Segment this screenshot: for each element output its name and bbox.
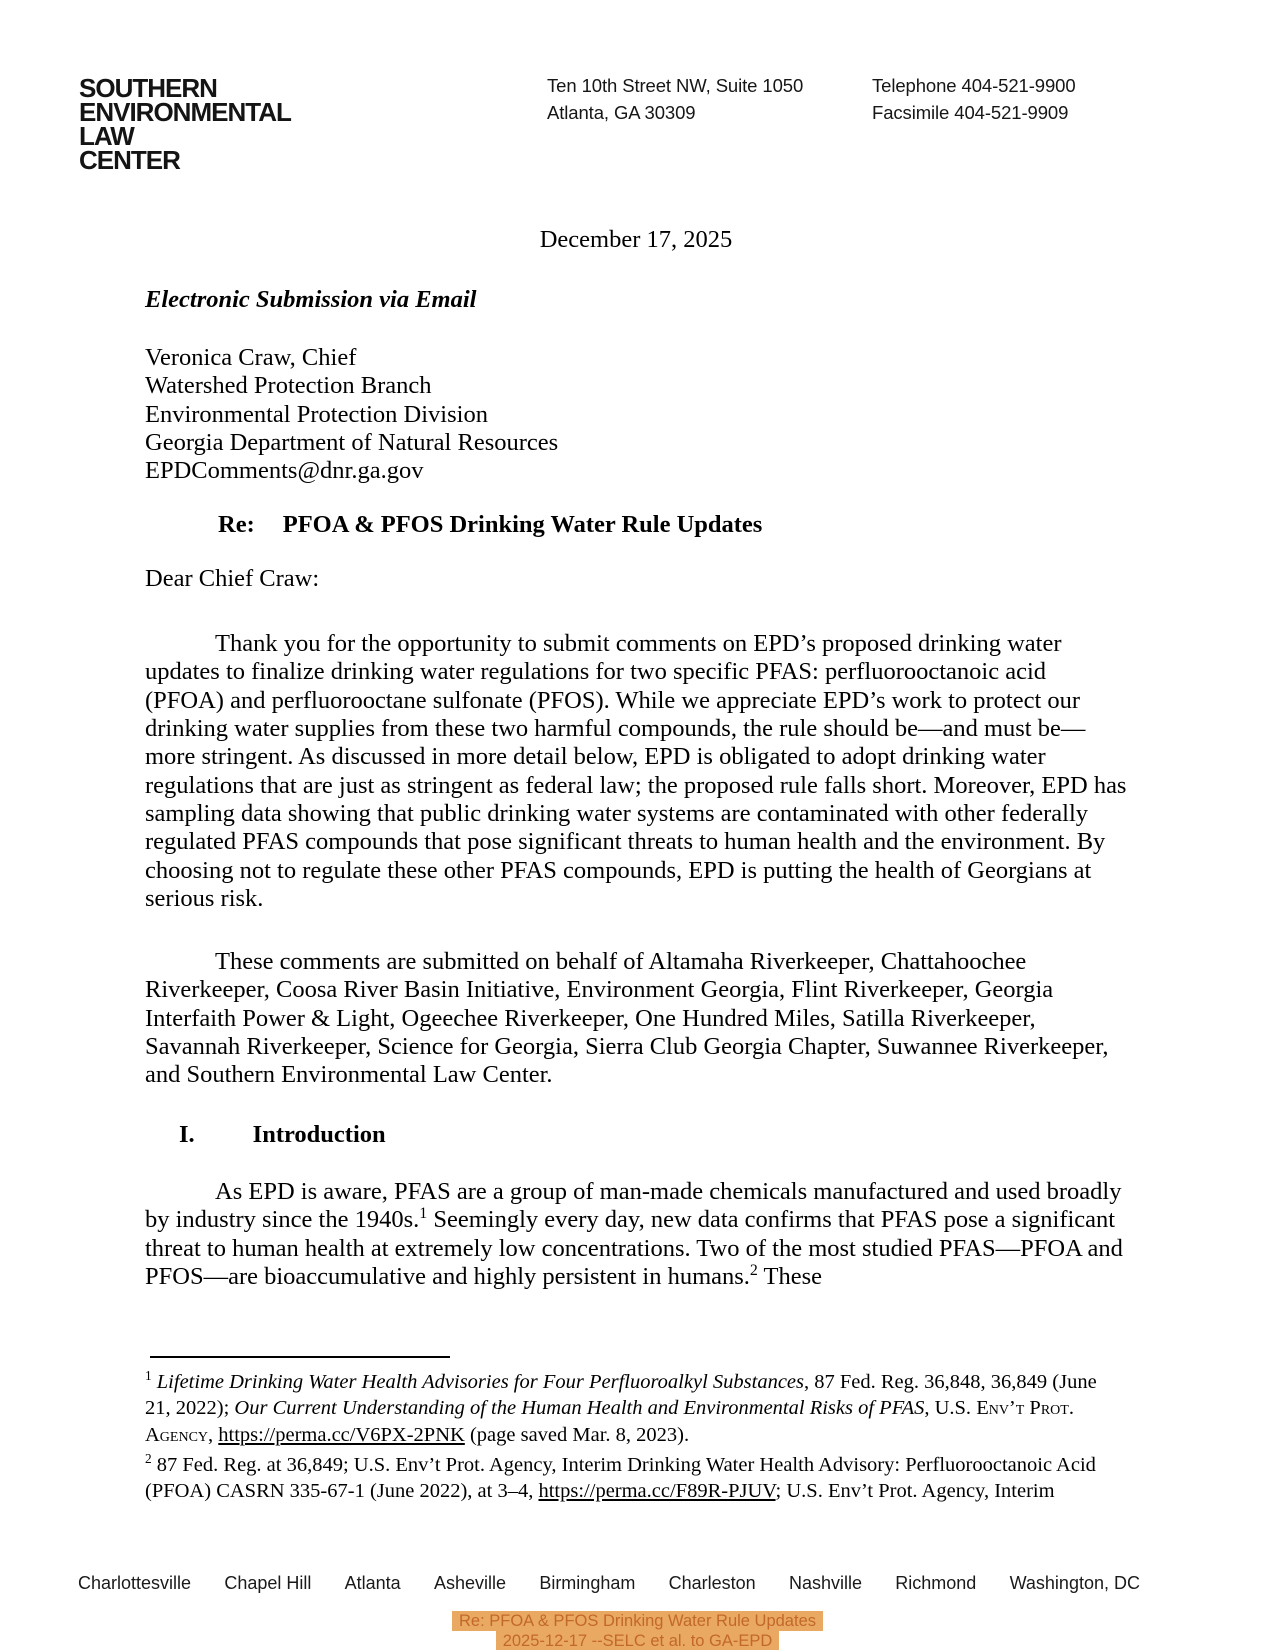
recipient-email: EPDComments@dnr.ga.gov [145,457,424,485]
re-subject: PFOA & PFOS Drinking Water Rule Updates [282,511,763,538]
footer-city: Washington, DC [1009,1573,1140,1593]
body-paragraph-1: Thank you for the opportunity to submit comments on EPD’s proposed drinking water updates to finalize drinking water regulations for two specific PFAS: perfluorooctanoic acid (PFOA) and perfluorooctane sulfonate (PFOS). While we appreciate EPD’s work to protect our drinking water supplies from these two harmful compounds, the rule should be—and must be—more stringent. As discussed in more detail below, EPD is obligated to adopt drinking water regulations that are just as stringent as federal law; the proposed rule falls short. Moreover, EPD has sampling data showing that public drinking water systems are contaminated with other federally regulated PFAS compounds that pose significant threats to human health and the environment. By choosing not to regulate these other PFAS compounds, EPD is putting the health of Georgians at serious risk. [145,630,1127,913]
footer-city: Chapel Hill [224,1573,312,1593]
perma-link[interactable]: https://perma.cc/V6PX-2PNK [218,1423,465,1446]
footer-cities [78,1573,1140,1594]
body-paragraph-2: These comments are submitted on behalf of Altamaha Riverkeeper, Chattahoochee Riverkeeper, Coosa River Basin Initiative, Environment Georgia, Flint Riverkeeper, Georgia Interfaith Power & Light, Ogeechee Riverkeeper, One Hundred Miles, Satilla Riverkeeper, Savannah Riverkeeper, Science for Georgia, Sierra Club Georgia Chapter, Suwannee Riverkeeper, and Southern Environmental Law Center. [145,948,1109,1089]
perma-link[interactable]: https://perma.cc/F89R-PJUV [538,1480,776,1503]
footnote-number: 2 [145,1451,152,1467]
text-segment: 87 Fed. Reg. at 36,849; U.S. Env’t Prot. Agency, Interim Drinking Water Health Advisory: Perfluorooctanoic Acid (PFOA) CASRN 335-67-1 (June 2022), at 3–4, [145,1454,1096,1503]
footnote-separator [150,1356,450,1358]
logo-line: LAW [79,121,134,151]
document-tag [0,1611,1275,1650]
logo-line: ENVIRONMENTAL [79,97,291,127]
recipient-line: Environmental Protection Division [145,400,488,428]
footer-city: Charlottesville [78,1573,192,1593]
address-line: Atlanta, GA 30309 [547,102,696,123]
footer-city: Charleston [668,1573,756,1593]
text-segment: ; U.S. Env’t Prot. Agency, Interim [775,1480,1055,1503]
document-tag-subject: Re: PFOA & PFOS Drinking Water Rule Updates [452,1611,823,1631]
recipient-line: Georgia Department of Natural Resources [145,429,559,457]
contact-line: Facsimile 404-521-9909 [872,102,1069,123]
logo-line: SOUTHERN [79,73,217,103]
recipient-line: Veronica Craw, Chief [145,344,357,371]
text-segment: , 87 Fed. Reg. 36,848, 36,849 (June 21, 2022); [145,1371,1097,1420]
body-paragraph-3 [145,1178,1127,1291]
footnote-1 [145,1369,1127,1448]
heading-title: Introduction [252,1121,386,1148]
submission-method: Electronic Submission via Email [145,286,477,313]
letterhead-address [547,72,803,126]
text-segment: Our Current Understanding of the Human Health and Environmental Risks of PFAS [234,1397,925,1420]
re-line [145,511,1127,539]
text-segment: These [757,1263,823,1291]
address-line: Ten 10th Street NW, Suite 1050 [547,75,804,96]
text-segment: (page saved Mar. 8, 2023). [464,1423,690,1446]
text-segment: , [208,1423,219,1446]
footnote-number: 1 [145,1368,152,1384]
footer-city: Nashville [788,1573,862,1593]
footer-city: Atlanta [344,1573,401,1593]
text-segment: , U.S. [924,1397,977,1420]
footer-city: Birmingham [539,1573,636,1593]
letterhead-contact [872,72,1076,126]
text-segment: Seemingly every day, new data confirms that PFAS pose a significant threat to human health at extremely low concentrations. Two of the most studied PFAS—PFOA and PFOS—are bioaccumulative and highly persistent in humans. [145,1206,1123,1291]
recipient-block [145,344,1127,486]
letterhead-logo [79,73,291,175]
logo-line: CENTER [79,145,180,175]
text-segment: Lifetime Drinking Water Health Advisories for Four Perfluoroalkyl Substances [156,1371,804,1393]
re-label: Re: [218,511,255,538]
contact-line: Telephone 404-521-9900 [872,75,1076,96]
footnote-marker-1: 1 [419,1205,428,1223]
text-segment: Env’t Prot. Agency [145,1397,1074,1446]
text-segment: As EPD is aware, PFAS are a group of man-made chemicals manufactured and used broadly by industry since the 1940s. [145,1178,1122,1234]
date-line: December 17, 2025 [539,226,733,253]
salutation: Dear Chief Craw: [145,565,320,592]
footer-city: Asheville [433,1573,507,1593]
recipient-line: Watershed Protection Branch [145,372,432,400]
heading-number: I. [179,1121,195,1148]
footnote-marker-2: 2 [749,1261,758,1279]
section-heading-introduction [145,1121,1127,1149]
footer-city: Richmond [895,1573,977,1593]
document-tag-date: 2025-12-17 --SELC et al. to GA-EPD [496,1631,780,1650]
footnote-2 [145,1452,1127,1505]
